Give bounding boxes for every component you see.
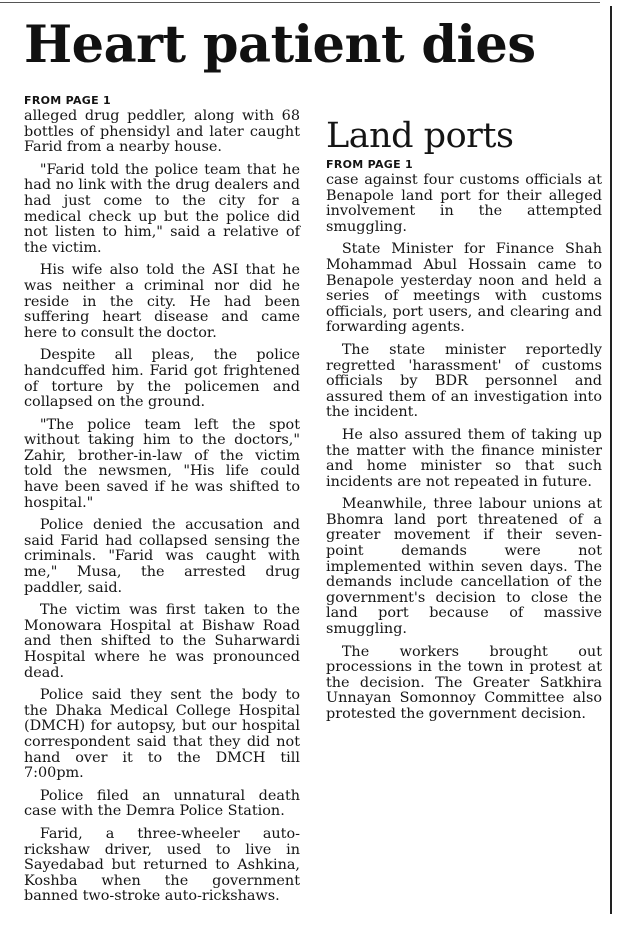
story-heart-patient-left-column (24, 94, 300, 912)
story-land-ports-right-column (326, 94, 602, 730)
paragraph: Police filed an unnatural death case with the Demra Police Station. (24, 787, 300, 820)
paragraph: Police said they sent the body to the Dhaka Medical College Hospital (DMCH) for autopsy, but our hospital correspondent said that they did not hand over it to the DMCH till 7:00pm. (24, 687, 300, 782)
paragraph: "The police team left the spot without taking him to the doctors," Zahir, brother-in-law of the victim told the newsmen, "His life could have been saved if he was shifted to hospital." (24, 416, 300, 511)
paragraph: The victim was first taken to the Monowara Hospital at Bishaw Road and then shifted to the Suharwardi Hospital where he was pronounced dead. (24, 602, 300, 681)
paragraph: State Minister for Finance Shah Mohammad Abul Hossain came to Benapole yesterday noon and held a series of meetings with customs officials, port users, and clearing and forwarding agents. (326, 241, 602, 336)
top-rule (0, 2, 600, 3)
paragraph: Farid, a three-wheeler auto-rickshaw driver, used to live in Sayedabad but returned to Ashkina, Koshba when the government banned two-stroke auto-rickshaws. (24, 825, 300, 905)
land-ports-headline: Land ports (326, 116, 514, 156)
paragraph: His wife also told the ASI that he was neither a criminal nor did he reside in the city. He had been suffering heart disease and came here to consult the doctor. (24, 262, 300, 341)
paragraph: Police denied the accusation and said Farid had collapsed sensing the criminals. "Farid was caught with me," Musa, the arrested drug paddler, said. (24, 517, 300, 596)
paragraph: He also assured them of taking up the matter with the finance minister and home minister so that such incidents are not repeated in future. (326, 426, 602, 490)
right-column-rule (610, 6, 612, 914)
paragraph: Despite all pleas, the police handcuffed him. Farid got frightened of torture by the policemen and collapsed on the ground. (24, 347, 300, 411)
paragraph: Meanwhile, three labour unions at Bhomra land port threatened of a greater movement if their seven-point demands were not implemented within seven days. The demands include cancellation of the government's decision to close the land port because of massive smuggling. (326, 496, 602, 638)
kicker-from-page-1: FROM PAGE 1 (24, 94, 112, 107)
paragraph: "Farid told the police team that he had no link with the drug dealers and had just come to the city for a medical check up but the police did not listen to him," said a relative of the victim. (24, 161, 300, 256)
paragraph: The state minister reportedly regretted 'harassment' of customs officials by BDR personnel and assured them of an investigation into the incident. (326, 341, 602, 421)
paragraph: The workers brought out processions in the town in protest at the decision. The Greater Satkhira Unnayan Somonnoy Committee also protested the government decision. (326, 643, 602, 722)
kicker-from-page-1: FROM PAGE 1 (326, 158, 414, 171)
headline: Heart patient dies (24, 15, 536, 75)
paragraph: alleged drug peddler, along with 68 bottles of phensidyl and later caught Farid from a nearby house. (24, 108, 300, 156)
paragraph: case against four customs officials at Benapole land port for their alleged involvement in the attempted smuggling. (326, 172, 602, 235)
